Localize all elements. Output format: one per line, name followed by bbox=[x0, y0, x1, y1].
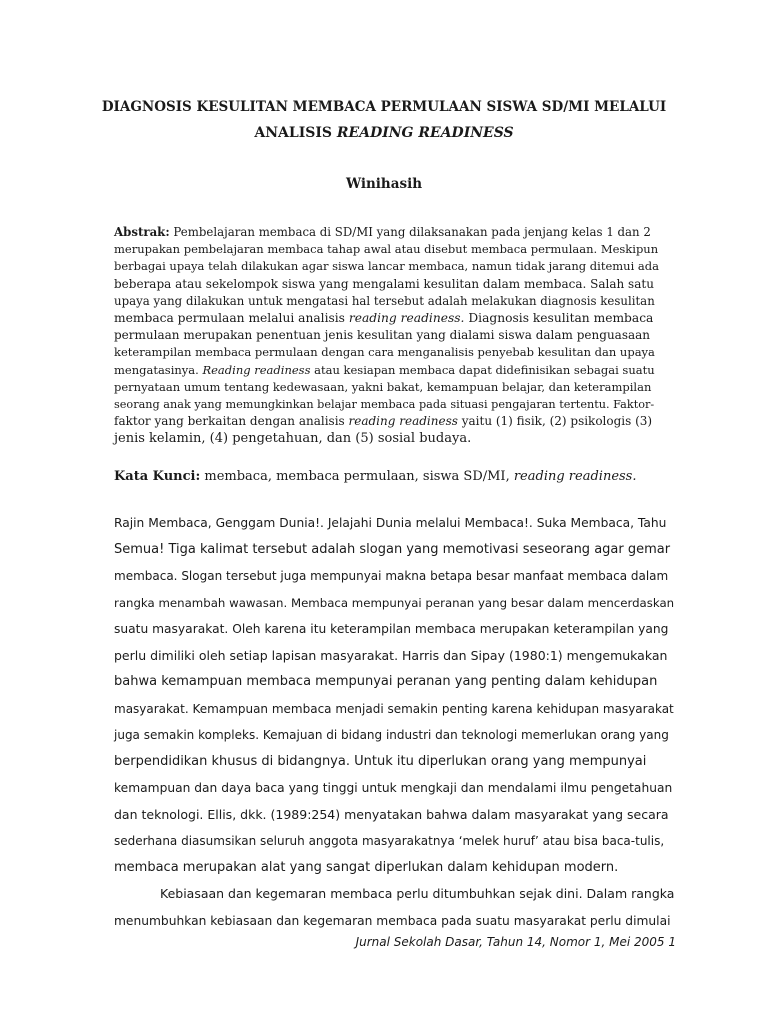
abstract-line: keterampilan membaca permulaan dengan cara menganalisis penyebab kesulitan dan upaya bbox=[114, 345, 655, 360]
body-line: juga semakin kompleks. Kemajuan di bidang industri dan teknologi memerlukan orang yang bbox=[114, 728, 669, 742]
page-footer: Jurnal Sekolah Dasar, Tahun 14, Nomor 1, Mei 2005 1 bbox=[355, 935, 676, 949]
title-line-1: DIAGNOSIS KESULITAN MEMBACA PERMULAAN SISWA SD/MI MELALUI bbox=[101, 99, 667, 115]
body-line: kemampuan dan daya baca yang tinggi untuk mengkaji dan mendalami ilmu pengetahuan bbox=[114, 781, 673, 795]
body-line: rangka menambah wawasan. Membaca mempunyai peranan yang besar dalam mencerdaskan bbox=[114, 595, 675, 610]
abstract-line: jenis kelamin, (4) pengetahuan, dan (5) sosial budaya. bbox=[114, 431, 472, 447]
body-line: berpendidikan khusus di bidangnya. Untuk itu diperlukan orang yang mempunyai bbox=[114, 753, 647, 769]
abstract-line: berbagai upaya telah dilakukan agar siswa lancar membaca, namun tidak jarang ditemui ada bbox=[114, 259, 659, 274]
title-line-2-plain: ANALISIS bbox=[254, 125, 337, 141]
abstract-line bbox=[114, 224, 660, 241]
abstract-italic-term: reading readiness. bbox=[348, 311, 465, 326]
abstract-line: seorang anak yang memungkinkan belajar membaca pada situasi pengajaran tertentu. Faktor- bbox=[114, 398, 655, 412]
body-line: Rajin Membaca, Genggam Dunia!. Jelajahi Dunia melalui Membaca!. Suka Membaca, Tahu bbox=[114, 516, 667, 530]
abstract-text: mengatasinya. bbox=[114, 362, 203, 377]
title-line-2-italic: READING READINESS bbox=[336, 125, 514, 141]
body-line: menumbuhkan kebiasaan dan kegemaran membaca pada suatu masyarakat perlu dimulai bbox=[114, 913, 671, 928]
article-title bbox=[100, 94, 668, 146]
body-line: Semua! Tiga kalimat tersebut adalah slogan yang memotivasi seseorang agar gemar bbox=[114, 541, 671, 557]
keywords bbox=[114, 468, 660, 486]
body-line: dan teknologi. Ellis, dkk. (1989:254) menyatakan bahwa dalam masyarakat yang secara bbox=[114, 806, 669, 822]
keywords-italic-term: reading readiness. bbox=[513, 469, 637, 484]
title-line-2 bbox=[100, 120, 668, 146]
abstract-label: Abstrak: bbox=[114, 225, 170, 239]
abstract-text: yaitu (1) fisik, (2) psikologis (3) bbox=[457, 414, 653, 429]
keywords-text: membaca, membaca permulaan, siswa SD/MI, bbox=[200, 469, 514, 484]
abstract-line: permulaan merupakan penentuan jenis kesulitan yang dialami siswa dalam penguasaan bbox=[114, 328, 651, 343]
abstract-text: atau kesiapan membaca dapat didefinisikan sebagai suatu bbox=[310, 362, 655, 377]
abstract-line: pernyataan umum tentang kedewasaan, yakni bakat, kemampuan belajar, dan keterampilan bbox=[114, 379, 652, 394]
body-text bbox=[114, 510, 674, 934]
abstract bbox=[114, 224, 660, 448]
keywords-label: Kata Kunci: bbox=[114, 469, 201, 484]
abstract-text: faktor yang berkaitan dengan analisis bbox=[114, 414, 349, 429]
body-line: Kebiasaan dan kegemaran membaca perlu ditumbuhkan sejak dini. Dalam rangka bbox=[160, 886, 675, 901]
abstract-italic-term: Reading readiness bbox=[202, 362, 311, 377]
body-line: membaca merupakan alat yang sangat diperlukan dalam kehidupan modern. bbox=[114, 859, 619, 875]
abstract-line bbox=[114, 310, 660, 327]
abstract-line: upaya yang dilakukan untuk mengatasi hal tersebut adalah melakukan diagnosis kesulitan bbox=[114, 293, 655, 308]
abstract-text: membaca permulaan melalui analisis bbox=[114, 311, 349, 326]
body-line: membaca. Slogan tersebut juga mempunyai makna betapa besar manfaat membaca dalam bbox=[114, 569, 669, 583]
abstract-line bbox=[114, 362, 660, 379]
author-name: Winihasih bbox=[345, 176, 423, 192]
abstract-italic-term: reading readiness bbox=[348, 414, 458, 429]
body-line: bahwa kemampuan membaca mempunyai peranan yang penting dalam kehidupan bbox=[114, 674, 658, 689]
body-line: perlu dimiliki oleh setiap lapisan masyarakat. Harris dan Sipay (1980:1) mengemukakan bbox=[114, 647, 668, 663]
body-line: masyarakat. Kemampuan membaca menjadi semakin penting karena kehidupan masyarakat bbox=[114, 701, 674, 716]
body-line: suatu masyarakat. Oleh karena itu keterampilan membaca merupakan keterampilan yang bbox=[114, 622, 669, 636]
body-line: sederhana diasumsikan seluruh anggota masyarakatnya ‘melek huruf’ atau bisa baca-tulis, bbox=[114, 834, 665, 848]
abstract-line bbox=[114, 413, 660, 430]
abstract-line: beberapa atau sekelompok siswa yang mengalami kesulitan dalam membaca. Salah satu bbox=[114, 276, 654, 291]
abstract-line: merupakan pembelajaran membaca tahap awal atau disebut membaca permulaan. Meskipun bbox=[114, 242, 659, 257]
abstract-text: Diagnosis kesulitan membaca bbox=[464, 311, 654, 326]
abstract-text: Pembelajaran membaca di SD/MI yang dilaksanakan pada jenjang kelas 1 dan 2 bbox=[169, 225, 651, 239]
